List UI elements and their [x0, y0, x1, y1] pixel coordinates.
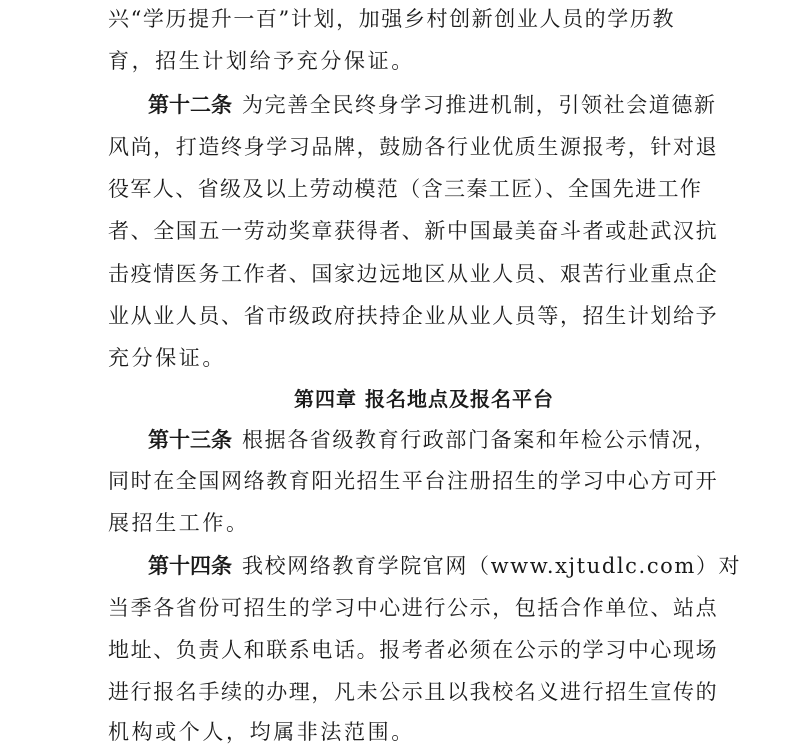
- chapter-heading: 第四章 报名地点及报名平台: [294, 387, 554, 411]
- article-12-heading: 第十二条: [148, 93, 232, 117]
- text-line: 当季各省份可招生的学习中心进行公示，包括合作单位、站点: [108, 596, 719, 620]
- text-line: 役军人、省级及以上劳动模范（含三秦工匠）、全国先进工作: [108, 177, 703, 201]
- text-line: 击疫情医务工作者、国家边远地区从业人员、艰苦行业重点企: [108, 262, 719, 286]
- text-line: 我校网络教育学院官网（www.xjtudlc.com）对: [242, 554, 742, 578]
- text-line: 兴“学历提升一百”计划，加强乡村创新创业人员的学历教: [108, 7, 676, 31]
- text-line: 为完善全民终身学习推进机制，引领社会道德新: [242, 93, 717, 117]
- text-line: 展招生工作。: [108, 511, 250, 535]
- text-line: 根据各省级教育行政部门备案和年检公示情况，: [242, 428, 717, 452]
- text-line: 机构或个人，均属非法范围。: [108, 720, 415, 744]
- article-13-paragraph: [148, 425, 717, 455]
- text-line: 者、全国五一劳动奖章获得者、新中国最美奋斗者或赴武汉抗: [108, 219, 719, 243]
- text-line: 育，招生计划给予充分保证。: [108, 49, 415, 73]
- text-line: 充分保证。: [108, 346, 226, 370]
- article-14-heading: 第十四条: [148, 554, 232, 578]
- article-14-paragraph: [148, 551, 741, 581]
- article-12-paragraph: [148, 90, 717, 120]
- article-13-heading: 第十三条: [148, 428, 232, 452]
- text-line: 业从业人员、省市级政府扶持企业从业人员等，招生计划给予: [108, 304, 719, 328]
- text-line: 地址、负责人和联系电话。报考者必须在公示的学习中心现场: [108, 638, 719, 662]
- text-line: 同时在全国网络教育阳光招生平台注册招生的学习中心方可开: [108, 469, 719, 493]
- text-line: 进行报名手续的办理，凡未公示且以我校名义进行招生宣传的: [108, 680, 719, 704]
- text-line: 风尚，打造终身学习品牌，鼓励各行业优质生源报考，针对退: [108, 135, 719, 159]
